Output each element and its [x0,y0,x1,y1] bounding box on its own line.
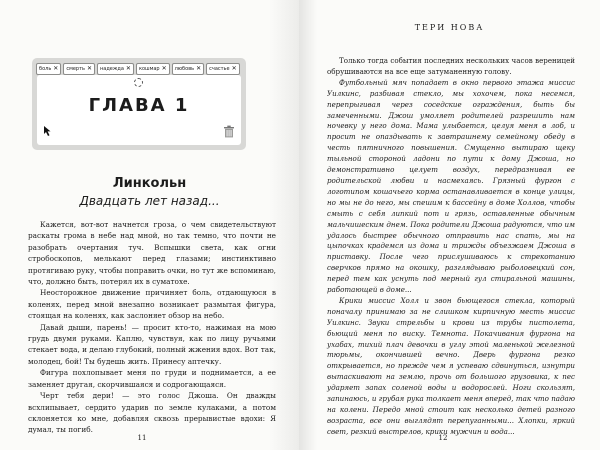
tag-chip[interactable] [63,63,95,75]
paragraph: Футбольный мяч попадает в окно первого этажа миссис Уилкинс, разбивая стекло, мы хохочем, пока несемся, перепрыгивая через соседские ограждения, быть бы замеченными. Джош умоляет родителей разрешить нам ночевку у него дома. Мама улыбается, целуя меня в лоб, и просит не опаздывать к завтрашнему семейному обеду в честь пятничного повышения. Смущенно вытираю щеку тыльной стороной ладони по пути к дому Джоша, но демонстративно целует воздух, передразнивая ее родительской любви и насмехаясь. Грязный фургон с логотипом кошачьего корма останавливается в конце улицы, но мы не до него, мы спешим к бассейну в доме Холлов, чтобы смыть с себя липкий пот и грязь, оставленные обычным мальчишеским днем. Пока родители Джоша радуются, что им удалось быстрее обычного отправить нас спать, мы на цыпочках крадемся из дома и трижды объезжаем Джоша в приставку. После чего прислушиваюсь к стрекотанию сверчков прямо на окошку, разглядываю рыболовецкий сон, перед тем как уснуть под мерный гул стиральной машины, работающей в доме... [327,77,575,295]
tag-label: боль [39,66,52,72]
loading-spinner-icon [134,78,143,87]
chapter-subtitle: Двадцать лет назад... [79,194,220,208]
paragraph: Черт тебя дери! — это голос Джоша. Он дважды всхлипывает, сердито ударив по земле кулаками, а потом склоняется ко мне, добавляя сквозь прерывистые вдохи: Я думал, ты погиб. [28,391,276,435]
tag-label: надежда [100,66,124,72]
character-name: Линкольн [112,176,187,191]
tag-chip[interactable] [97,63,134,75]
paragraph: Фигура похлопывает меня по груди и поднимается, а ее заменяет другая, скорчившаяся и содрогающаяся. [28,368,276,389]
tag-chip[interactable] [136,63,170,75]
page-number: 12 [438,434,448,442]
chapter-card [32,58,246,150]
remove-tag-icon[interactable]: ✕ [231,65,237,72]
chapter-panel [37,75,241,145]
tag-list [36,63,240,73]
tag-label: смерть [66,66,85,72]
remove-tag-icon[interactable]: ✕ [53,65,59,72]
remove-tag-icon[interactable]: ✕ [86,65,92,72]
paragraph: Крики миссис Холл и звон бьющегося стекла, который поначалу принимаю за не слишком кирпичную месть миссис Уилкинс. Звуки стрельбы и крови из трубы пистолета, бьющий меня по виску. Темнота. Покачивания фургона на ухабах, тихий плач девочки в углу этой маленькой железной тюрьмы, окончившей вечно. Дверь фургона резко открывается, но прежде чем я успеваю сдвинуться, изнутри вытаскивают на землю, прочь от большого грузовика, к пес ударяет запах соленой воды и водорослей. Ноги скользят, запинаюсь, и грубая рука толкает меня вперед, так что падаю на колени. Передо мной стоит как несколько детей разного возраста, все они выглядят перепуганными... Хлопки, яркий свет, резкий выстрелов, крики мужчин и вода... [327,295,575,436]
chapter-title: ГЛАВА 1 [88,95,190,116]
tag-label: любовь [174,66,195,72]
tag-chip[interactable] [172,63,204,75]
paragraph: Давай дыши, парень! — просит кто-то, нажимая на мою грудь двумя руками. Каплю, чувствуя, как по лицу ручьями стекает вода, и делаю глубокий, полный жжения вдох. Вот так, молодец, бой! Ты будешь жить. Принесу аптечку. [28,322,276,366]
page-number: 11 [137,434,147,442]
cursor-arrow-icon [43,125,55,137]
remove-tag-icon[interactable]: ✕ [196,65,202,72]
remove-tag-icon[interactable]: ✕ [161,65,167,72]
tag-chip[interactable] [36,63,61,75]
tag-chip[interactable] [206,63,239,75]
tag-label: счастье [209,66,230,72]
running-head: ТЕРИ НОВА [414,23,485,32]
right-body-text [327,56,575,438]
paragraph: Кажется, вот-вот начнется гроза, о чем свидетельствуют раскаты грома в небе над мной, но так темно, что почти не разобрать очертания туч. Вспышки света, как огни стробоскопов, мелькают перед глазами; инстинктивно протягиваю руку, чтобы поправить очки, но тут же вспоминаю, что, должно быть, потерял их в суматохе. [28,220,276,287]
paragraph: Неосторожное движение причиняет боль, отдающуюся в коленях, перед мной внезапно возникает размытая фигура, стоящая на коленях, как заслоняет обзор на небо. [28,288,276,321]
tag-label: кошмар [138,66,160,72]
right-page [299,0,600,450]
trash-icon[interactable] [223,125,235,138]
left-page [0,0,299,450]
left-body-text [28,219,276,436]
remove-tag-icon[interactable]: ✕ [125,65,131,72]
paragraph: Только тогда события последних нескольких часов вереницей обрушиваются на все еще затуманенную голову. [327,56,575,76]
